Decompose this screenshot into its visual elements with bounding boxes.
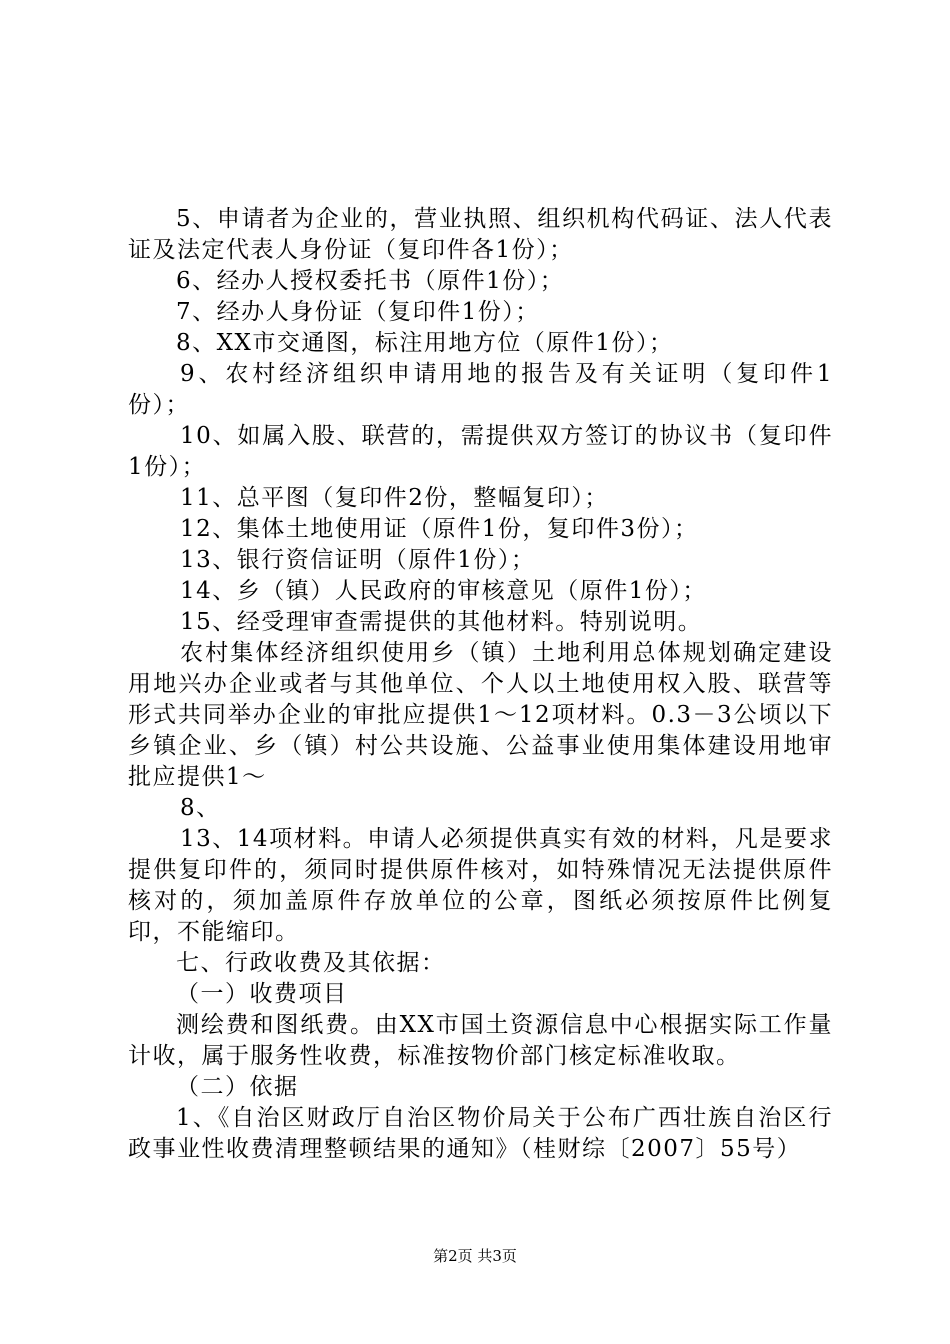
paragraph-item-11: 11、总平图（复印件2份，整幅复印）；: [180, 485, 609, 511]
paragraph-item-14: 14、乡（镇）人民政府的审核意见（原件1份）；: [180, 578, 707, 604]
paragraph-item-7: 7、经办人身份证（复印件1份）；: [176, 299, 540, 325]
paragraph-item-10: 10、如属入股、联营的，需提供双方签订的协议书（复印件1份）；: [128, 423, 833, 480]
paragraph-item-13: 13、银行资信证明（原件1份）；: [180, 547, 536, 573]
paragraph-item-12: 12、集体土地使用证（原件1份，复印件3份）；: [180, 516, 699, 542]
subsection-heading-basis: （二）依据: [176, 1074, 299, 1100]
paragraph-materials-requirement: 13、14项材料。申请人必须提供真实有效的材料，凡是要求提供复印件的，须同时提供原件核对，如特殊情况无法提供原件核对的，须加盖原件存放单位的公章，图纸必须按原件比例复印，不能缩印。: [128, 826, 833, 945]
paragraph-item-6: 6、经办人授权委托书（原件1份）；: [176, 268, 565, 294]
paragraph-item-8: 8、XX市交通图，标注用地方位（原件1份）；: [176, 330, 674, 356]
paragraph-basis-1: 1、《自治区财政厅自治区物价局关于公布广西壮族自治区行政事业性收费清理整顿结果的通知》（桂财综〔2007〕55号）: [128, 1105, 833, 1162]
paragraph-item-15: 15、经受理审查需提供的其他材料。特别说明。: [180, 609, 703, 635]
paragraph-fee-items: 测绘费和图纸费。由XX市国土资源信息中心根据实际工作量计收，属于服务性收费，标准按物价部门核定标准收取。: [128, 1012, 833, 1069]
paragraph-item-5: 5、申请者为企业的，营业执照、组织机构代码证、法人代表证及法定代表人身份证（复印件各1份）；: [128, 206, 833, 263]
paragraph-item-9: 9、农村经济组织申请用地的报告及有关证明（复印件1份）；: [128, 361, 833, 418]
document-body: [128, 204, 833, 1165]
page-number-footer: 第2页 共3页: [433, 1247, 517, 1265]
subsection-heading-fee-items: （一）收费项目: [176, 981, 348, 1007]
paragraph-special-note: 农村集体经济组织使用乡（镇）土地利用总体规划确定建设用地兴办企业或者与其他单位、个人以土地使用权入股、联营等形式共同举办企业的审批应提供1～12项材料。0.3－3公顷以下乡镇企业、乡（镇）村公共设施、公益事业使用集体建设用地审批应提供1～: [128, 640, 833, 790]
section-heading-fees: 七、行政收费及其依据：: [176, 950, 446, 976]
paragraph-fragment-8: 8、: [180, 795, 221, 821]
